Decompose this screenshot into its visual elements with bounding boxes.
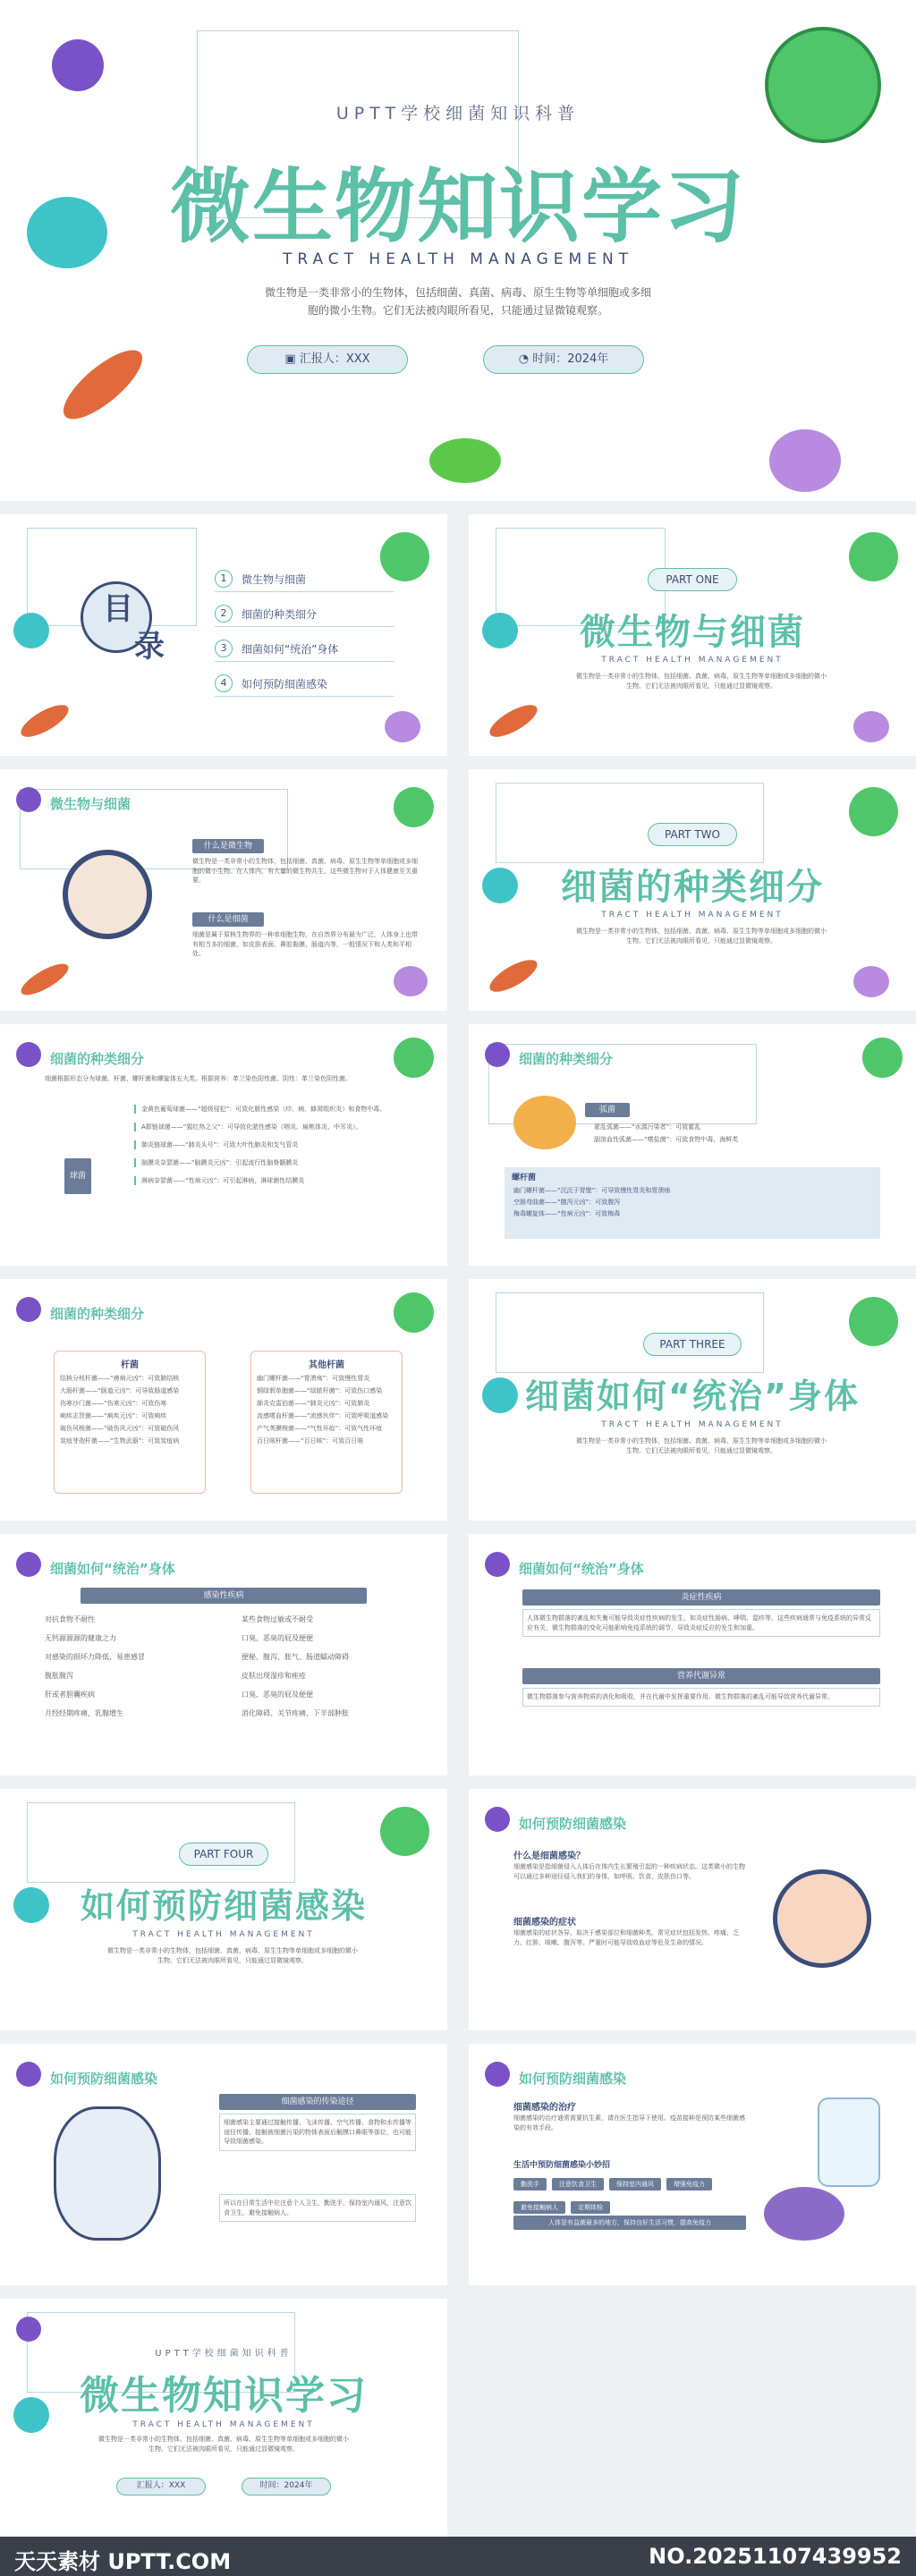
purple-virus-icon (16, 1552, 41, 1577)
toc-item (215, 674, 394, 697)
tip-chip: 避免接触病人 (513, 2201, 565, 2214)
col2-card (250, 1351, 403, 1494)
time-text: 时间：2024年 (532, 352, 609, 366)
footer-bar (0, 2537, 916, 2576)
teal-germ-icon (482, 1377, 518, 1413)
list-item: 肺炎克雷伯菌——“肺炎元凶”：可致肺炎 (257, 1400, 370, 1407)
list-item: 某些食物过敏或不耐受 (242, 1615, 313, 1623)
violet-virus-icon (394, 966, 428, 996)
rule2-bar2: 营养代谢异常 (522, 1668, 880, 1684)
list-item: 梅毒螺旋体——“性病元凶”：可致梅毒 (513, 1210, 621, 1217)
slide-header: 细菌如何“统治”身体 (50, 1561, 175, 1577)
rule2-bar1: 炎症性疾病 (522, 1589, 880, 1606)
green-virus-icon (394, 787, 434, 827)
rule2-text1: 人体微生物群落的紊乱和失衡可能导致炎症性疾病的发生，如炎症性肠病、哮喘、湿疹等。这些疾病通常与免疫系统的异常反应有关，微生物群落的变化可能影响免疫系统的调节，导致炎症反应的发生和加重。 (522, 1609, 880, 1637)
q2-bar: 什么是细菌 (192, 912, 264, 927)
teal-germ-icon (482, 868, 518, 903)
closing-slide (0, 2299, 447, 2537)
list-item: 破伤风梭菌——“破伤风元凶”：可致破伤风 (60, 1425, 180, 1432)
tip-chip: 定期体检 (571, 2201, 610, 2214)
toc-item (215, 640, 394, 662)
a2-text: 细菌感染的症状各异，取决于感染部位和细菌种类。常见症状包括发热、疼痛、乏力、红肿、咳嗽、腹泻等。严重时可能导致败血症等危及生命的情况。 (513, 1929, 739, 1946)
list-item: 金黄色葡萄球菌——“超级侵犯”：可致化脓性感染（疖、痈、蜂窝组织炎）和食物中毒。 (134, 1105, 420, 1114)
teal-germ-icon (13, 2397, 49, 2433)
orange-bacteria-icon (486, 953, 542, 997)
part-sub: TRACT HEALTH MANAGEMENT (132, 1930, 315, 1939)
tip-wide: 人体是有益菌最多的地方，保持良好生活习惯，提高免疫力 (513, 2216, 746, 2230)
part-two-slide (469, 769, 916, 1011)
rule2-slide (469, 1534, 916, 1775)
prev2-text2: 所以在日常生活中应注意个人卫生，勤洗手，保持室内通风，注意饮食卫生，避免接触病人。 (219, 2194, 416, 2222)
list-item: 无钙源源源的健康之力 (45, 1634, 116, 1642)
teal-germ-icon (27, 197, 107, 268)
purple-virus-icon (485, 1807, 510, 1832)
tips-title: 生活中预防细菌感染小妙招 (513, 2161, 611, 2170)
cover-title: 微生物知识学习 (170, 160, 746, 254)
a2-text: 细菌是属于原核生物界的一种单细胞生物，在自然界分布最为广泛，人体身上也带有相当多的细菌，如皮肤表面、鼻腔黏膜、肠道内等，一般情况下和人类和平相处。 (192, 931, 418, 957)
purple-virus-icon (16, 1297, 41, 1322)
violet-virus-icon (385, 711, 420, 742)
cover-subtitle: TRACT HEALTH MANAGEMENT (282, 250, 634, 268)
part-desc: 微生物是一类非常小的生物体，包括细菌、真菌、病毒、原生生物等单细胞或多细胞的微小生物。它们无法被肉眼所看见，只能通过显微镜观察。 (107, 1947, 358, 1964)
part-pill: PART TWO (648, 823, 737, 846)
cover-desc-2: 胞的微小生物。它们无法被肉眼所看见，只能通过显微镜观察。 (307, 304, 608, 317)
slide-header: 微生物与细菌 (50, 796, 131, 812)
q1-bar: 什么是微生物 (192, 839, 264, 853)
list-item: 霍乱弧菌——“水源污染者”：可致霍乱 (594, 1123, 701, 1131)
list-item: 口臭、恶臭的屁及便便 (242, 1634, 313, 1642)
list-item: 便秘、腹泻、胀气、肠道蠕动障碍 (242, 1653, 349, 1661)
q2-title: 细菌感染的症状 (513, 1918, 576, 1928)
part-desc: 微生物是一类非常小的生物体，包括细菌、真菌、病毒、原生生物等单细胞或多细胞的微小生物。它们无法被肉眼所看见，只能通过显微镜观察。 (576, 673, 827, 690)
part-title: 微生物与细菌 (580, 612, 805, 653)
types1-slide (0, 1024, 447, 1266)
user-icon: ▣ (284, 352, 300, 366)
list-item: 痢疾志贺菌——“痢疾元凶”：可致痢疾 (60, 1412, 167, 1419)
reporter-pill: 汇报人：XXX (116, 2478, 206, 2496)
col1-title: 杆菌 (121, 1360, 139, 1370)
violet-virus-icon (853, 966, 889, 997)
list-item: 肝或者胆囊疾病 (45, 1690, 95, 1699)
teal-germ-icon (482, 613, 518, 648)
part-sub: TRACT HEALTH MANAGEMENT (601, 656, 784, 665)
clock-icon: ◔ (518, 352, 533, 366)
reporter-text: 汇报人：XXX (299, 352, 370, 366)
part-sub: TRACT HEALTH MANAGEMENT (601, 1420, 784, 1429)
part-one-slide (469, 514, 916, 756)
footer-right: NO.20251107439952 (649, 2544, 902, 2569)
green-virus-icon (394, 1292, 434, 1333)
green-virus-icon (849, 787, 898, 836)
list-item: 大肠杆菌——“肠道元凶”：可导致肠道感染 (60, 1387, 180, 1394)
list-item: A群链球菌——“猩红热之父”：可导致化脓性感染（咽炎、扁桃体炎、中耳炎）。 (134, 1123, 420, 1131)
slide-header: 如何预防细菌感染 (519, 1816, 627, 1832)
list-item: 月经经期疼痛，乳腺增生 (45, 1709, 123, 1717)
list-item: 伤寒沙门菌——“伤寒元凶”：可致伤寒 (60, 1400, 167, 1407)
toc-title-1: 目 (103, 591, 133, 627)
a1-text: 微生物是一类非常小的生物体，包括细菌、真菌、病毒、原生生物等单细胞或多细胞的微小生物。在人体内，有大量的微生物共生，这些微生物对于人体健康至关重要。 (192, 858, 418, 884)
list-item: 皮肤出现湿疹和痤疮 (242, 1672, 306, 1680)
closing-title: 微生物知识学习 (80, 2373, 368, 2419)
purple-virus-icon (52, 39, 104, 91)
list-item: 流感嗜血杆菌——“流感伙伴”：可致呼吸道感染 (257, 1412, 389, 1419)
purple-virus-icon (485, 1042, 510, 1067)
list-item: 百日咳杆菌——“百日咳”：可致百日咳 (257, 1437, 364, 1445)
list-item: 空肠弯曲菌——“腹泻元凶”：可致腹泻 (513, 1199, 621, 1206)
violet-virus-icon (769, 429, 841, 492)
purple-virus-icon (16, 2317, 41, 2342)
part-desc: 微生物是一类非常小的生物体，包括细菌、真菌、病毒、原生生物等单细胞或多细胞的微小生物。它们无法被肉眼所看见，只能通过显微镜观察。 (576, 928, 827, 945)
toc-list (215, 570, 394, 709)
part-title: 细菌的种类细分 (561, 867, 824, 908)
types1-list (134, 1105, 420, 1194)
box-list (505, 1186, 880, 1218)
closing-desc: 微生物是一类非常小的生物体，包括细菌、真菌、病毒、原生生物等单细胞或多细胞的微小生物。它们无法被肉眼所看见，只能通过显微镜观察。 (98, 2436, 349, 2453)
types3-slide (0, 1279, 447, 1521)
part-desc: 微生物是一类非常小的生物体，包括细菌、真菌、病毒、原生生物等单细胞或多细胞的微小生物。它们无法被肉眼所看见，只能通过显微镜观察。 (576, 1437, 827, 1454)
col1-list (60, 1374, 199, 1445)
nurse-icon (54, 2106, 161, 2241)
toc-num: 2 (215, 605, 233, 623)
part-sub: TRACT HEALTH MANAGEMENT (601, 911, 784, 919)
slide-header: 细菌如何“统治”身体 (519, 1561, 644, 1577)
closing-sub: TRACT HEALTH MANAGEMENT (132, 2420, 315, 2429)
tip-chip: 注意饮食卫生 (552, 2178, 604, 2190)
reporter-pill (247, 345, 408, 374)
cover-school: UPTT学校细菌知识科普 (335, 104, 581, 123)
slide-header: 如何预防细菌感染 (50, 2071, 158, 2087)
toc-slide (0, 514, 447, 756)
part-four-slide (0, 1789, 447, 2030)
list-item: 肺炎链球菌——“肺炎头号”：可致大叶性肺炎和支气管炎 (134, 1140, 420, 1149)
slide-header: 细菌的种类细分 (50, 1051, 145, 1067)
part-title: 如何预防细菌感染 (80, 1886, 367, 1926)
hand-magnifier-icon (773, 1869, 871, 1968)
purple-virus-icon (485, 2062, 510, 2087)
virus-group-icon (764, 2187, 844, 2241)
list-item: 幽门螺杆菌——“沉沉于胃壁”：可导致慢性胃炎和胃溃疡 (513, 1187, 671, 1194)
tip-chip: 增强免疫力 (666, 2178, 712, 2190)
list-item: 铜绿假单胞菌——“绿脓杆菌”：可致伤口感染 (257, 1387, 383, 1394)
list-item: 脑膜炎奈瑟菌——“脑膜炎元凶”：引起流行性脑脊髓膜炎 (134, 1158, 420, 1167)
list-item: 腹胀腹泻 (45, 1672, 73, 1680)
prev1-slide (469, 1789, 916, 2030)
orange-bacteria-icon (17, 699, 73, 742)
time-pill (483, 345, 644, 374)
part-pill: PART THREE (643, 1333, 742, 1356)
orange-bacteria-icon (54, 339, 152, 429)
list-item: 对抗食物不耐性 (45, 1615, 95, 1623)
orange-bacteria-icon (486, 699, 542, 742)
toc-title-2: 录 (134, 629, 165, 665)
list-item: 口臭、恶臭的屁及便便 (242, 1690, 313, 1699)
col1-card (54, 1351, 206, 1494)
green-virus-icon (849, 1297, 898, 1346)
cover-slide (0, 0, 916, 501)
toc-num: 4 (215, 674, 233, 692)
box-title: 螺杆菌 (512, 1174, 537, 1182)
part-three-slide (469, 1279, 916, 1521)
green-virus-icon (394, 1038, 434, 1078)
a1-text: 细菌感染是指细菌侵入人体后在体内生长繁殖引起的一种疾病状态。这类微小的生物可以通过多种途径侵入我们的身体，如呼吸、饮食、皮肤伤口等。 (513, 1863, 745, 1880)
green-microbe-icon (429, 438, 501, 483)
cover-desc-1: 微生物是一类非常小的生物体，包括细菌、真菌、病毒、原生生物等单细胞或多细 (264, 286, 651, 299)
rule1-bar: 感染性疾病 (81, 1588, 367, 1604)
q1-title: 什么是细菌感染？ (513, 1852, 585, 1861)
toc-num: 3 (215, 640, 233, 657)
time-pill: 时间：2024年 (242, 2478, 331, 2496)
tag-bar: 弧菌 (585, 1103, 630, 1117)
part-pill: PART FOUR (179, 1843, 268, 1866)
purple-virus-icon (16, 1042, 41, 1067)
list-item: 幽门螺杆菌——“胃溃疡”：可致慢性胃炎 (257, 1375, 370, 1382)
side-label: 球菌 (64, 1158, 91, 1194)
types2-box (505, 1167, 880, 1239)
footer-left: 天天素材 UPTT.COM (14, 2549, 232, 2574)
prev2-text1: 细菌感染主要通过接触传播、飞沫传播、空气传播、食物和水传播等途径传播。接触被细菌污染的物体表面后触摸口鼻眼等部位，也可能导致细菌感染。 (219, 2114, 416, 2151)
intro-text: 细菌根据形态分为球菌、杆菌、螺杆菌和螺旋体五大类。根据营养：革兰染色阳性菌、阴性：革兰染色阴性菌。 (45, 1075, 352, 1082)
toc-label: 微生物与细菌 (242, 572, 307, 586)
bacteria-cluster-icon (513, 1096, 576, 1149)
rule1-slide (0, 1534, 447, 1775)
slide-header: 如何预防细菌感染 (519, 2071, 627, 2087)
toc-item (215, 605, 394, 627)
q1-title: 细菌感染的治疗 (513, 2103, 576, 2113)
list-item: 对感染的损坏力降低，易患感冒 (45, 1653, 145, 1661)
purple-virus-icon (16, 2062, 41, 2087)
micro-slide (0, 769, 447, 1011)
list-item: 副溶血性弧菌——“嗜盐菌”：可致食物中毒，海鲜类 (594, 1136, 739, 1143)
types2-slide (469, 1024, 916, 1266)
prev2-bar: 细菌感染的传染途径 (219, 2094, 416, 2110)
green-virus-icon (380, 1807, 429, 1856)
teal-germ-icon (13, 1887, 49, 1923)
toc-label: 细菌如何“统治”身体 (242, 642, 339, 656)
right-list (242, 1614, 420, 1727)
slide-header: 细菌的种类细分 (50, 1306, 145, 1322)
green-virus-icon (380, 532, 429, 581)
toc-item (215, 570, 394, 592)
purple-virus-icon (485, 1552, 510, 1577)
list-item: 结核分枝杆菌——“痨病元凶”：可致肺结核 (60, 1375, 180, 1382)
col2-list (257, 1374, 396, 1445)
toc-num: 1 (215, 570, 233, 588)
list-item: 炭疽芽孢杆菌——“生物武器”：可致炭疽病 (60, 1437, 180, 1445)
list-item: 消化障碍、关节疼痛、下半部肿胀 (242, 1709, 349, 1717)
prev3-slide (469, 2044, 916, 2285)
orange-bacteria-icon (17, 958, 72, 1000)
prev2-slide (0, 2044, 447, 2285)
left-list (45, 1614, 224, 1727)
part-title: 细菌如何“统治”身体 (525, 1377, 860, 1416)
list-item: 淋病奈瑟菌——“性病元凶”：可引起淋病，淋球菌性结膜炎 (134, 1176, 420, 1185)
green-virus-icon (765, 27, 881, 143)
toc-label: 细菌的种类细分 (242, 607, 318, 621)
purple-virus-icon (16, 787, 41, 812)
green-virus-icon (849, 532, 898, 581)
green-virus-icon (862, 1038, 903, 1078)
tips-list (513, 2173, 746, 2219)
closing-school: UPTT学校细菌知识科普 (155, 2349, 293, 2359)
violet-virus-icon (853, 711, 889, 742)
slide-header: 细菌的种类细分 (519, 1051, 614, 1067)
a1-text: 细菌感染的治疗通常需要抗生素，请在医生指导下使用。疫苗接种是预防某些细菌感染的有效手段。 (513, 2114, 745, 2131)
tip-chip: 保持室内通风 (609, 2178, 661, 2190)
spray-bottle-icon (818, 2097, 880, 2187)
toc-label: 如何预防细菌感染 (242, 677, 328, 691)
teal-germ-icon (13, 613, 49, 648)
tip-chip: 勤洗手 (513, 2178, 547, 2190)
list-item: 产气荚膜梭菌——“气性坏疽”：可致气性坏疽 (257, 1425, 383, 1432)
part-pill: PART ONE (648, 568, 737, 591)
col2-title: 其他杆菌 (309, 1360, 344, 1370)
tag-list (594, 1123, 862, 1148)
magnifier-icon (63, 850, 152, 939)
rule2-text2: 微生物群落参与营养物质的消化和吸收，并在代谢中发挥重要作用。微生物群落的紊乱可能导致营养代谢异常。 (522, 1688, 880, 1707)
